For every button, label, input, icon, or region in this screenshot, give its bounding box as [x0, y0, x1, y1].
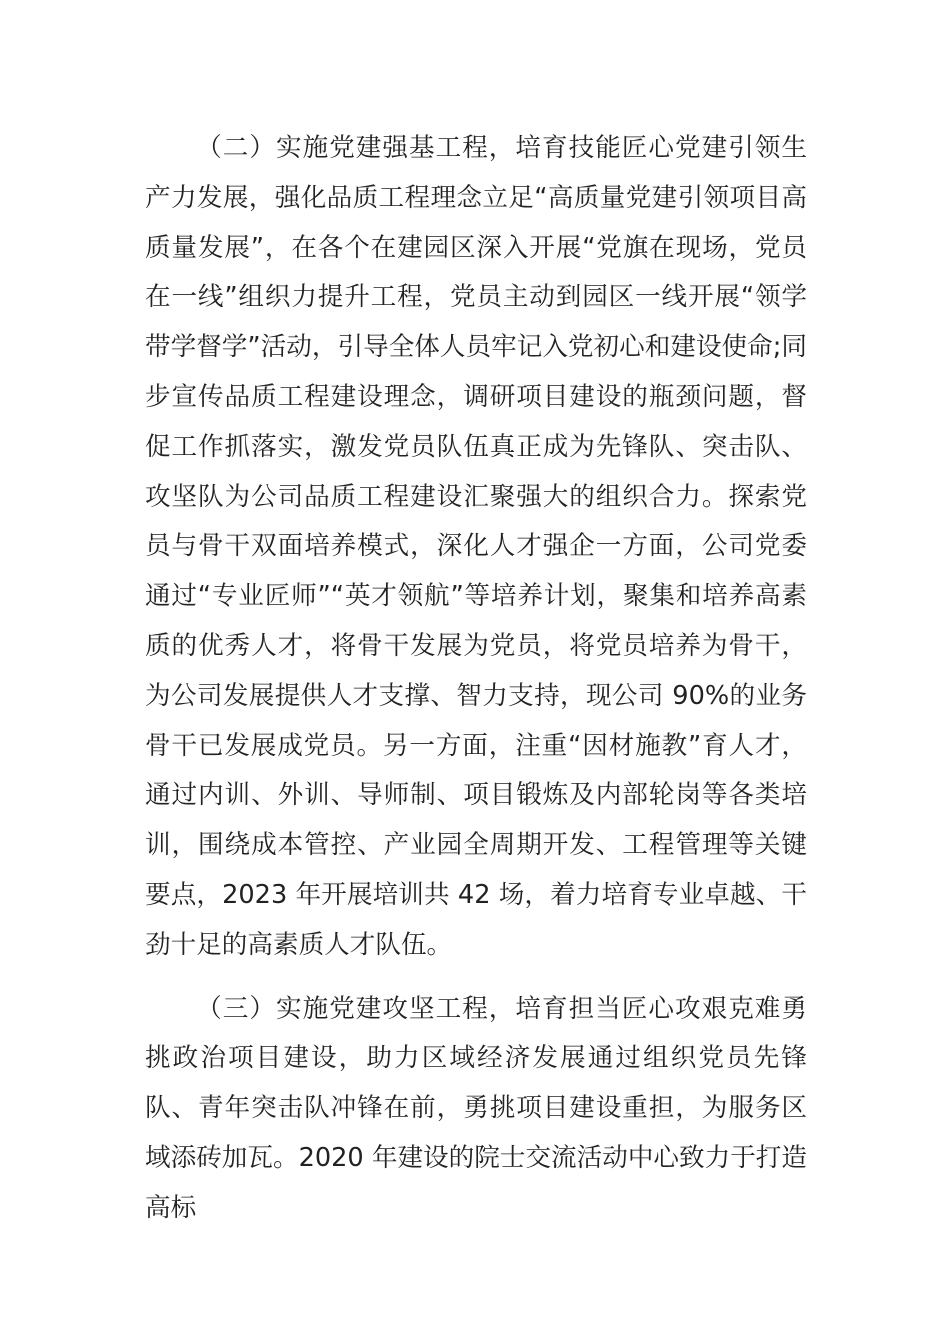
- paragraph-3: （三）实施党建攻坚工程，培育担当匠心攻艰克难勇挑政治项目建设，助力区域经济发展通过组织党员先锋队、青年突击队冲锋在前，勇挑项目建设重担，为服务区域添砖加瓦。2020 年建设的院士交流活动中心致力于打造高标: [145, 993, 807, 1223]
- document-body: [145, 124, 807, 1234]
- paragraph-2: （二）实施党建强基工程，培育技能匠心党建引领生产力发展，强化品质工程理念立足“高质量党建引领项目高质量发展”，在各个在建园区深入开展“党旗在现场，党员在一线”组织力提升工程，党员主动到园区一线开展“领学带学督学”活动，引导全体人员牢记入党初心和建设使命;同步宣传品质工程建设理念，调研项目建设的瓶颈问题，督促工作抓落实，激发党员队伍真正成为先锋队、突击队、攻坚队为公司品质工程建设汇聚强大的组织合力。探索党员与骨干双面培养模式，深化人才强企一方面，公司党委通过“专业匠师”“英才领航”等培养计划，聚集和培养高素质的优秀人才，将骨干发展为党员，将党员培养为骨干，为公司发展提供人才支撑、智力支持，现公司 90%的业务骨干已发展成党员。另一方面，注重“因材施教”育人才，通过内训、外训、导师制、项目锻炼及内部轮岗等各类培训，围绕成本管控、产业园全周期开发、工程管理等关键要点，2023 年开展培训共 42 场，着力培育专业卓越、干劲十足的高素质人才队伍。: [145, 133, 807, 960]
